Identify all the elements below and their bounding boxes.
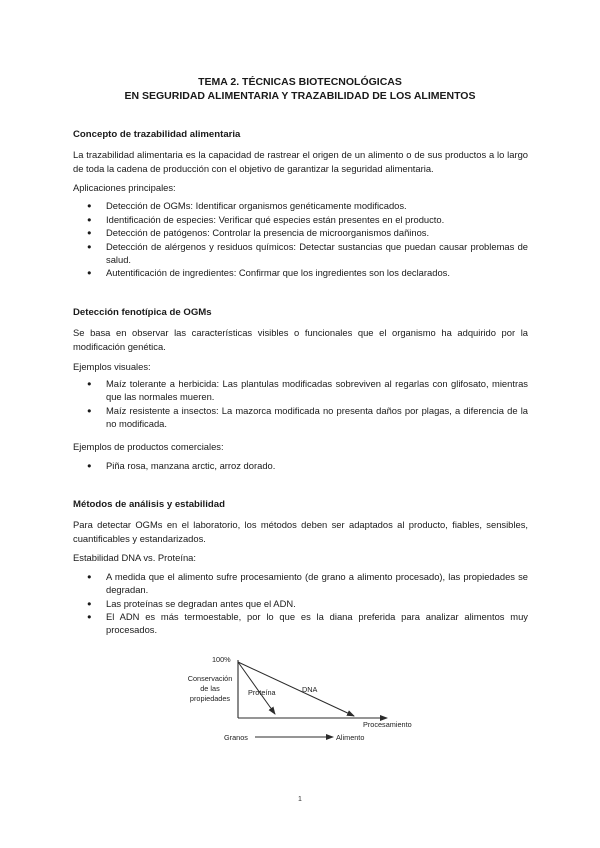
ylabel-line-3: propiedades (189, 694, 231, 703)
list-item: ● Piña rosa, manzana arctic, arroz dorado. (73, 459, 528, 472)
paragraph-traceability: La trazabilidad alimentaria es la capacidad de rastrear el origen de un alimento o de sus productos a lo largo de toda la cadena de producción con el objetivo de garantizar la seguridad alimentaria. (73, 149, 528, 174)
subheading-visual-examples: Ejemplos visuales: (73, 361, 151, 372)
list-item: ● Detección de alérgenos y residuos químicos: Detectar sustancias que puedan causar problemas de salud. (73, 240, 528, 266)
subheading-applications: Aplicaciones principales: (73, 182, 176, 193)
page-number: 1 (298, 796, 302, 803)
section-heading-methods: Métodos de análisis y estabilidad (73, 499, 225, 510)
label-dna: DNA (302, 685, 318, 694)
title-line-2: EN SEGURIDAD ALIMENTARIA Y TRAZABILIDAD DE LOS ALIMENTOS (124, 90, 476, 102)
list-item: ● El ADN es más termoestable, por lo que es la diana preferida para analizar alimentos muy procesados. (73, 610, 528, 636)
paragraph-methods: Para detectar OGMs en el laboratorio, los métodos deben ser adaptados al producto, fiables, sensibles, cuantificables y estandarizados. (73, 519, 528, 544)
label-processing: Procesamiento (363, 720, 412, 729)
list-item: ● Las proteínas se degradan antes que el ADN. (73, 597, 528, 610)
list-item: ● Detección de OGMs: Identificar organismos genéticamente modificados. (73, 199, 528, 212)
subheading-stability: Estabilidad DNA vs. Proteína: (73, 552, 196, 563)
ylabel-line-2: de las (200, 684, 220, 693)
list-item: ● A medida que el alimento sufre procesamiento (de grano a alimento procesado), las propiedades se degradan. (73, 570, 528, 596)
section-heading-phenotypic: Detección fenotípica de OGMs (73, 307, 212, 318)
label-100-percent: 100% (212, 655, 231, 664)
list-item: ● Maíz resistente a insectos: La mazorca modificada no presenta daños por plagas, a diferencia de la no modificada. (73, 404, 528, 430)
label-grains: Granos (224, 733, 248, 742)
subheading-commercial-examples: Ejemplos de productos comerciales: (73, 441, 224, 452)
paragraph-phenotypic: Se basa en observar las características visibles o funcionales que el organismo ha adquirido por la modificación genética. (73, 327, 528, 352)
list-item: ● Identificación de especies: Verificar qué especies están presentes en el producto. (73, 213, 528, 226)
ylabel-line-1: Conservación (187, 674, 233, 683)
title-line-1: TEMA 2. TÉCNICAS BIOTECNOLÓGICAS (198, 76, 402, 88)
label-protein: Proteína (248, 688, 276, 697)
list-item: ● Detección de patógenos: Controlar la presencia de microorganismos dañinos. (73, 226, 528, 239)
list-item: ● Maíz tolerante a herbicida: Las plantulas modificadas sobreviven al regarlas con glifosato, mientras que las normales mueren. (73, 377, 528, 403)
label-food: Alimento (336, 733, 365, 742)
section-heading-traceability: Concepto de trazabilidad alimentaria (73, 129, 241, 140)
list-item: ● Autentificación de ingredientes: Confirmar que los ingredientes son los declarados. (73, 266, 528, 279)
